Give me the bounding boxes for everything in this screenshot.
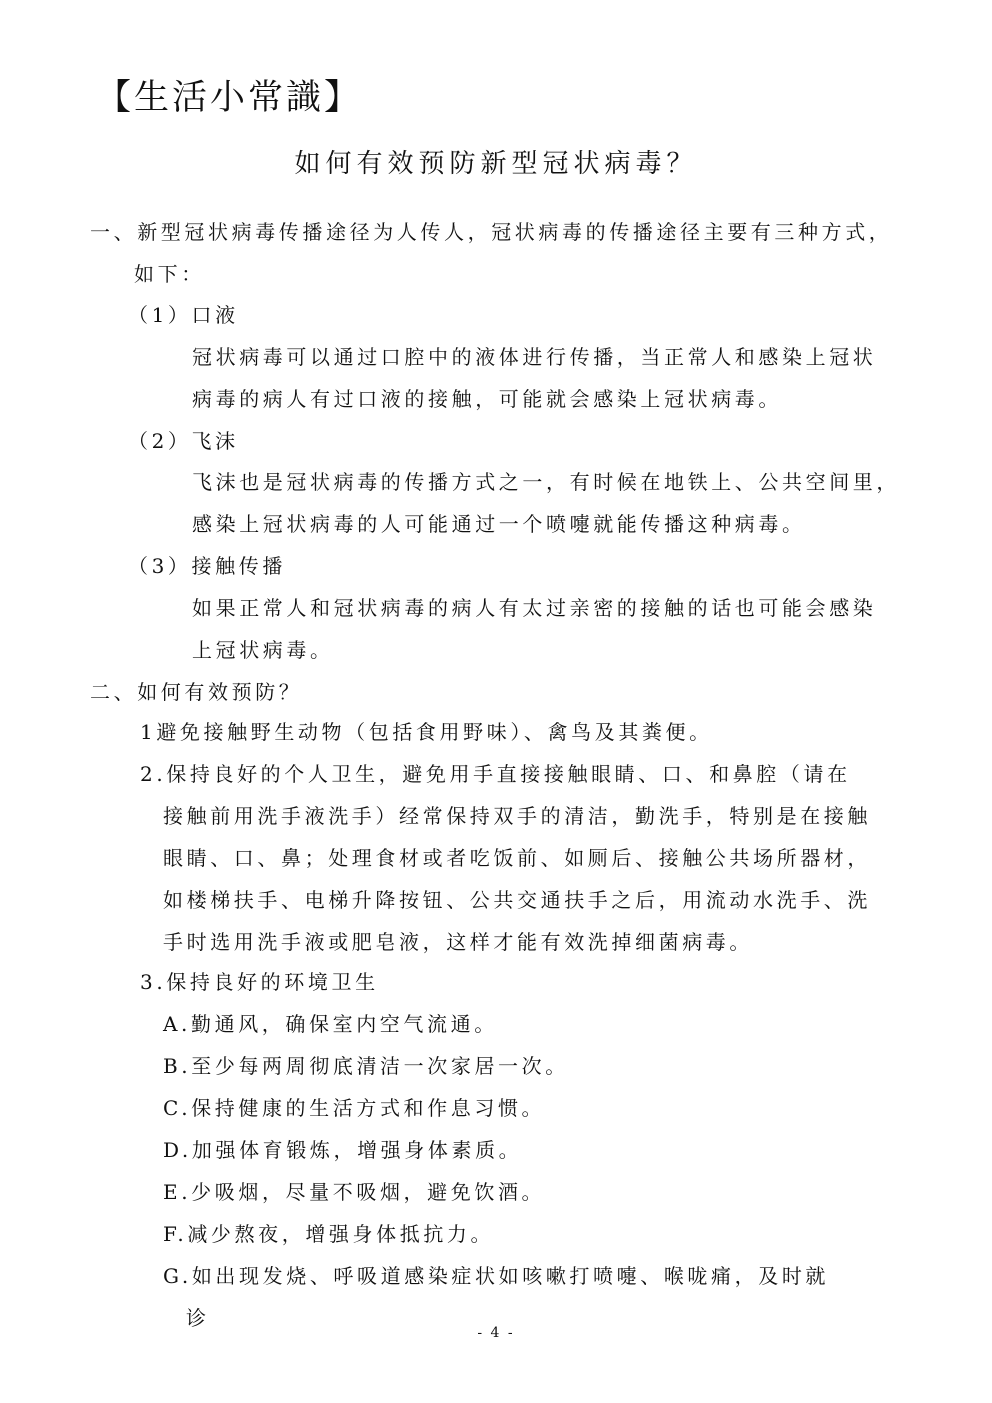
subheading-line: （2）飞沫 (128, 429, 239, 453)
list-item: 3.保持良好的环境卫生 (140, 970, 379, 994)
subheading-line: （1）口液 (128, 303, 239, 327)
list-item: C.保持健康的生活方式和作息习惯。 (163, 1096, 546, 1120)
paragraph-line: 感染上冠状病毒的人可能通过一个喷嚏就能传播这种病毒。 (192, 512, 806, 536)
paragraph-line: 如楼梯扶手、电梯升降按钮、公共交通扶手之后，用流动水洗手、洗 (163, 888, 871, 912)
page-number: - 4 - (477, 1325, 515, 1341)
list-item: D.加强体育锻炼，增强身体素质。 (163, 1138, 523, 1162)
paragraph-line: 眼睛、口、鼻；处理食材或者吃饭前、如厕后、接触公共场所器材， (163, 846, 871, 870)
list-item: 2.保持良好的个人卫生，避免用手直接接触眼睛、口、和鼻腔（请在 (140, 762, 851, 786)
list-item: F.减少熬夜，增强身体抵抗力。 (163, 1222, 495, 1246)
list-item: G.如出现发烧、呼吸道感染症状如咳嗽打喷嚏、喉咙痛，及时就 (163, 1264, 830, 1288)
paragraph-line: 二、如何有效预防？ (90, 680, 303, 704)
paragraph-line: 冠状病毒可以通过口腔中的液体进行传播，当正常人和感染上冠状 (192, 345, 877, 369)
paragraph-line: 一、新型冠状病毒传播途径为人传人，冠状病毒的传播途径主要有三种方式， (90, 220, 893, 244)
list-item: A.勤通风，确保室内空气流通。 (163, 1012, 498, 1036)
section-heading: 【生活小常識】 (96, 78, 363, 118)
paragraph-line: 诊 (186, 1306, 210, 1330)
paragraph-line: 上冠状病毒。 (192, 638, 334, 662)
paragraph-line: 手时选用洗手液或肥皂液，这样才能有效洗掉细菌病毒。 (163, 930, 753, 954)
paragraph-line: 如果正常人和冠状病毒的病人有太过亲密的接触的话也可能会感染 (192, 596, 877, 620)
paragraph-line: 接触前用洗手液洗手）经常保持双手的清洁，勤洗手，特别是在接触 (163, 804, 871, 828)
subheading-line: （3）接触传播 (128, 554, 286, 578)
page-title: 如何有效预防新型冠状病毒？ (294, 149, 698, 179)
list-item: B.至少每两周彻底清洁一次家居一次。 (163, 1054, 569, 1078)
paragraph-line: 飞沫也是冠状病毒的传播方式之一，有时候在地铁上、公共空间里， (192, 470, 900, 494)
list-item: 1避免接触野生动物（包括食用野味）、禽鸟及其粪便。 (140, 720, 713, 744)
list-item: E.少吸烟，尽量不吸烟，避免饮酒。 (163, 1180, 546, 1204)
paragraph-line: 如下： (134, 262, 205, 286)
paragraph-line: 病毒的病人有过口液的接触，可能就会感染上冠状病毒。 (192, 387, 782, 411)
